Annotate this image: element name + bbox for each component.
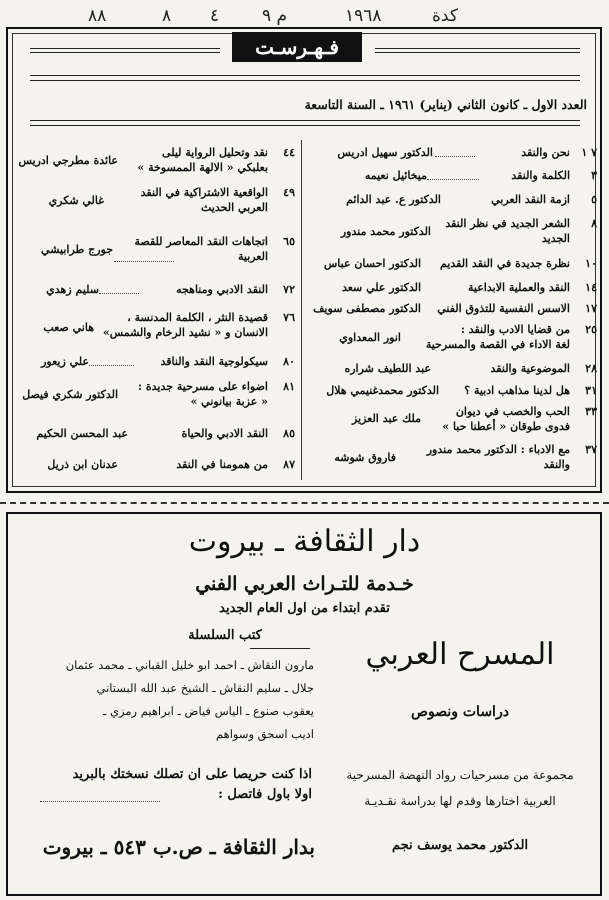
book-editor: الدكتور محمد يوسف نجم	[391, 838, 529, 853]
toc-entry[interactable]	[14, 424, 298, 444]
entry-leader	[435, 155, 475, 157]
entry-title: النقد الادبي والحياة	[181, 427, 268, 440]
toc-entry[interactable]	[14, 183, 298, 219]
toc-entry[interactable]	[305, 320, 600, 356]
entry-leader	[427, 178, 479, 180]
entry-author: الدكتور علي سعد	[341, 281, 421, 294]
entry-author: الدكتور سهيل ادريس	[337, 146, 433, 159]
entry-leader	[99, 292, 139, 294]
toc-entry[interactable]	[305, 254, 600, 276]
entry-page: ٨٥	[283, 427, 295, 440]
entry-title: اضواء على مسرحية جديدة : « عزبة بيانوني »	[137, 380, 268, 408]
entry-title: سيكولوجية النقد والناقد	[160, 355, 268, 368]
publisher-address: بدار الثقافة ـ ص.ب ٥٤٣ ـ بيروت	[42, 835, 315, 859]
entry-page: ٣١	[585, 384, 597, 397]
entry-author: عائدة مطرجي ادريس	[18, 154, 118, 167]
entry-title: الحب والخصب في ديوان فدوى طوقان « أعطنا حبا »	[442, 405, 570, 433]
toc-entry[interactable]	[305, 402, 600, 438]
entry-page: ١٤	[585, 281, 597, 294]
entry-page: ٨١	[283, 380, 295, 393]
entry-page: ٤٤	[283, 146, 295, 159]
book-title: المسرح العربي	[365, 637, 555, 672]
entry-page: ٢٨	[585, 362, 597, 375]
handwritten-num: ٨	[162, 6, 172, 26]
toc-entry[interactable]	[305, 166, 600, 188]
entry-author: هاني صعب	[43, 321, 94, 334]
entry-title: هل لدينا مذاهب ادبية ؟	[464, 384, 570, 397]
entry-author: انور المعداوي	[339, 331, 401, 344]
entry-page: ٣٧	[585, 443, 597, 456]
entry-page: ٦٥	[283, 235, 295, 248]
book-subtitle: دراسات ونصوص	[411, 704, 509, 720]
banner-rule	[375, 48, 580, 49]
issue-line: العدد الاول ـ كانون الثاني (يناير) ١٩٦١ ـ السنة التاسعة	[304, 97, 587, 112]
entry-author: الدكتور شكري فيصل	[22, 388, 118, 401]
offer-line: تقدم ابتداء من اول العام الجديد	[219, 601, 390, 616]
service-heading: خـدمة للتـراث العربي الفني	[195, 573, 414, 595]
issue-underline	[30, 125, 580, 126]
entry-author: الدكتور احسان عباس	[323, 257, 421, 270]
series-heading: كتب السلسلة	[188, 628, 262, 643]
toc-entry[interactable]	[305, 214, 600, 252]
entry-title: اتجاهات النقد المعاصر للقصة العربية	[134, 235, 268, 263]
entry-author: الدكتور ع. عبد الدائم	[346, 193, 441, 206]
entry-author: عبد المحسن الحكيم	[36, 427, 128, 440]
entry-author: علي زيعور	[41, 355, 89, 368]
entry-title: الشعر الجديد في نظر النقد الجديد	[445, 217, 570, 245]
cut-line	[0, 502, 609, 504]
order-call: اذا كنت حريصا على ان تصلك نسختك بالبريد اولا باول فاتصل :	[72, 767, 312, 802]
series-authors: مارون النقاش ـ احمد ابو خليل القباني ـ محمد عثمان جلال ـ سليم النقاش ـ الشيخ عبد الله البستاني يعقوب صنوع ـ الياس فياض ـ ابراهيم رمزي ـ اديب اسحق وسواهم	[65, 658, 314, 741]
toc-entry[interactable]	[305, 143, 600, 165]
toc-entry[interactable]	[305, 359, 600, 379]
heading-underline	[30, 75, 580, 76]
entry-page: ٨	[591, 217, 597, 230]
entry-title: الواقعية الاشتراكية في النقد العربي الحديث	[140, 186, 268, 214]
order-leader	[40, 800, 160, 802]
book-description: مجموعة من مسرحيات رواد النهضة المسرحية العربية اختارها وقدم لها بدراسة نقـديـة	[346, 768, 574, 808]
handwritten-month: م ٩	[262, 6, 288, 26]
toc-entry[interactable]	[14, 377, 298, 415]
entry-title: نحن والنقد	[521, 146, 570, 159]
publisher-heading: دار الثقافة ـ بيروت	[188, 524, 421, 559]
heading-underline	[30, 80, 580, 81]
banner-rule	[375, 52, 580, 53]
entry-author: ملك عبد العزيز	[351, 412, 421, 425]
entry-page: ٧٢	[283, 283, 295, 296]
entry-page: ٥	[591, 193, 597, 206]
entry-author: غالي شكري	[48, 194, 104, 207]
toc-entry[interactable]	[14, 143, 298, 179]
entry-title: مع الادباء : الدكتور محمد مندور والنقد	[426, 443, 570, 471]
entry-author: سليم زهدي	[46, 283, 99, 296]
entry-page: ١٠	[585, 257, 597, 270]
banner-rule	[30, 52, 220, 53]
toc-entry[interactable]	[305, 440, 600, 476]
entry-page: ١٧	[585, 302, 597, 315]
series-heading-underline	[250, 648, 310, 649]
entry-page: ٨٧	[283, 458, 295, 471]
entry-title: الاسس النفسية للتذوق الفني	[437, 302, 570, 315]
entry-title: من قضايا الادب والنقد : لغة الاداء في القصة والمسرحية	[425, 323, 570, 351]
entry-title: قصيدة النثر ، الكلمة المدنسة ، الانسان و « نشيد الرخام والشمس»	[102, 311, 268, 339]
handwritten-year: ١٩٦٨	[345, 6, 382, 26]
toc-entry[interactable]	[14, 232, 298, 268]
handwritten-page: ٨٨	[88, 6, 107, 26]
entry-title: نقد وتحليل الرواية ليلى بعلبكي « الالهة الممسوخة »	[137, 146, 268, 174]
entry-page: ٣٣	[585, 405, 597, 418]
entry-leader	[89, 364, 134, 366]
entry-title: النقد والعملية الابداعية	[468, 281, 570, 294]
toc-entry[interactable]	[305, 381, 600, 401]
entry-title: الكلمة والنقد	[511, 169, 570, 182]
entry-author: فاروق شوشه	[334, 451, 396, 464]
entry-title: ازمة النقد العربي	[491, 193, 570, 206]
entry-title: النقد الادبي ومناهجه	[176, 283, 268, 296]
toc-column-divider	[301, 140, 302, 480]
entry-title: نظرة جديدة في النقد القديم	[439, 257, 570, 270]
toc-entry[interactable]	[305, 278, 600, 298]
toc-entry[interactable]	[305, 299, 600, 319]
entry-title: من همومنا في النقد	[176, 458, 268, 471]
entry-author: عبد اللطيف شراره	[344, 362, 431, 375]
toc-heading: فـهـرسـت	[232, 32, 362, 62]
entry-author: الدكتور محمد مندور	[340, 225, 431, 238]
entry-author: الدكتور مصطفى سويف	[313, 302, 421, 315]
entry-leader	[114, 260, 174, 262]
toc-entry[interactable]	[305, 190, 600, 212]
toc-entry[interactable]	[14, 455, 298, 475]
handwritten-day: ٤	[210, 6, 220, 26]
entry-page: ٣	[591, 169, 597, 182]
handwritten-code: كدة	[432, 6, 458, 26]
toc-entry[interactable]	[14, 308, 298, 348]
entry-page: ٧٦	[283, 311, 295, 324]
banner-rule	[30, 48, 220, 49]
entry-author: جورج طرابيشي	[41, 243, 113, 256]
entry-author: ميخائيل نعيمه	[364, 169, 427, 182]
entry-page: ٧ ١	[581, 146, 597, 159]
toc-entry[interactable]	[14, 280, 298, 300]
toc-entry[interactable]	[14, 352, 298, 372]
entry-page: ٤٩	[283, 186, 295, 199]
entry-page: ٨٠	[283, 355, 295, 368]
entry-author: عدنان ابن ذريل	[47, 458, 118, 471]
entry-page: ٢٥	[585, 323, 597, 336]
entry-title: الموضوعية والنقد	[490, 362, 570, 375]
issue-underline	[30, 120, 580, 121]
entry-author: الدكتور محمدغنيمي هلال	[326, 384, 439, 397]
